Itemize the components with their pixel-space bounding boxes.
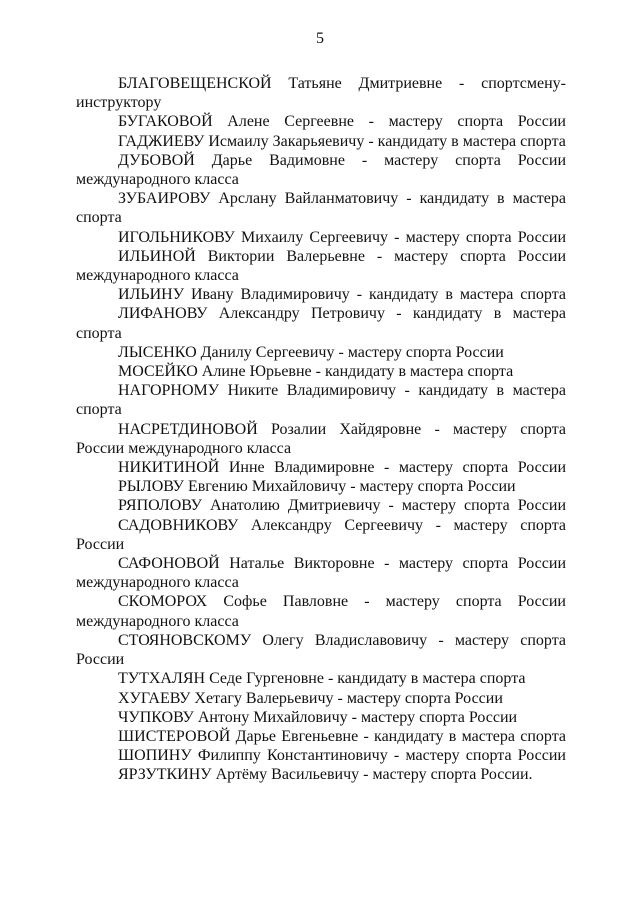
list-item: СКОМОРОХ Софье Павловне - мастеру спорта России международного класса bbox=[76, 593, 566, 630]
list-item: ИГОЛЬНИКОВУ Михаилу Сергеевичу - мастеру спорта России bbox=[118, 228, 566, 246]
list-item: ЧУПКОВУ Антону Михайловичу - мастеру спорта России bbox=[118, 708, 518, 726]
list-item: САДОВНИКОВУ Александру Сергеевичу - мастеру спорта России bbox=[76, 516, 566, 553]
list-item: ЛИФАНОВУ Александру Петровичу - кандидату в мастера спорта bbox=[76, 305, 566, 342]
list-item: РЫЛОВУ Евгению Михайловичу - мастеру спорта России bbox=[118, 478, 516, 496]
list-item: САФОНОВОЙ Наталье Викторовне - мастеру спорта России международного класса bbox=[76, 555, 566, 592]
list-item: ЗУБАИРОВУ Арслану Вайланматовичу - кандидату в мастера спорта bbox=[76, 190, 566, 227]
list-item: ЛЫСЕНКО Данилу Сергеевичу - мастеру спорта России bbox=[118, 343, 504, 361]
list-item: ХУГАЕВУ Хетагу Валерьевичу - мастеру спорта России bbox=[118, 689, 503, 707]
list-item: ШОПИНУ Филиппу Константиновичу - мастеру спорта России bbox=[118, 747, 566, 765]
list-item: НИКИТИНОЙ Инне Владимировне - мастеру спорта России bbox=[118, 459, 566, 477]
award-list bbox=[76, 74, 566, 785]
list-item: ТУТХАЛЯН Седе Гургеновне - кандидату в мастера спорта bbox=[118, 670, 526, 688]
list-item: ИЛЬИНУ Ивану Владимировичу - кандидату в мастера спорта bbox=[118, 286, 566, 304]
page-number: 5 bbox=[316, 30, 324, 47]
list-item: БУГАКОВОЙ Алене Сергеевне - мастеру спорта России bbox=[118, 113, 566, 131]
list-item: НАГОРНОМУ Никите Владимировичу - кандидату в мастера спорта bbox=[76, 382, 566, 419]
list-item: ЯРЗУТКИНУ Артёму Васильевичу - мастеру спорта России. bbox=[118, 766, 533, 784]
list-item: ГАДЖИЕВУ Исмаилу Закарьяевичу - кандидату в мастера спорта bbox=[118, 132, 566, 150]
list-item: ДУБОВОЙ Дарье Вадимовне - мастеру спорта России международного класса bbox=[76, 151, 566, 189]
list-item: РЯПОЛОВУ Анатолию Дмитриевичу - мастеру спорта России bbox=[118, 497, 566, 515]
list-item: МОСЕЙКО Алине Юрьевне - кандидату в мастера спорта bbox=[118, 363, 514, 381]
list-item: НАСРЕТДИНОВОЙ Розалии Хайдяровне - мастеру спорта России международного класса bbox=[76, 420, 566, 457]
list-item: СТОЯНОВСКОМУ Олегу Владиславовичу - мастеру спорта России bbox=[76, 631, 566, 669]
list-item: БЛАГОВЕЩЕНСКОЙ Татьяне Дмитриевне - спортсмену-инструктору bbox=[76, 75, 566, 112]
list-item: ИЛЬИНОЙ Виктории Валерьевне - мастеру спорта России международного класса bbox=[76, 247, 566, 285]
list-item: ШИСТЕРОВОЙ Дарье Евгеньевне - кандидату в мастера спорта bbox=[118, 727, 566, 745]
